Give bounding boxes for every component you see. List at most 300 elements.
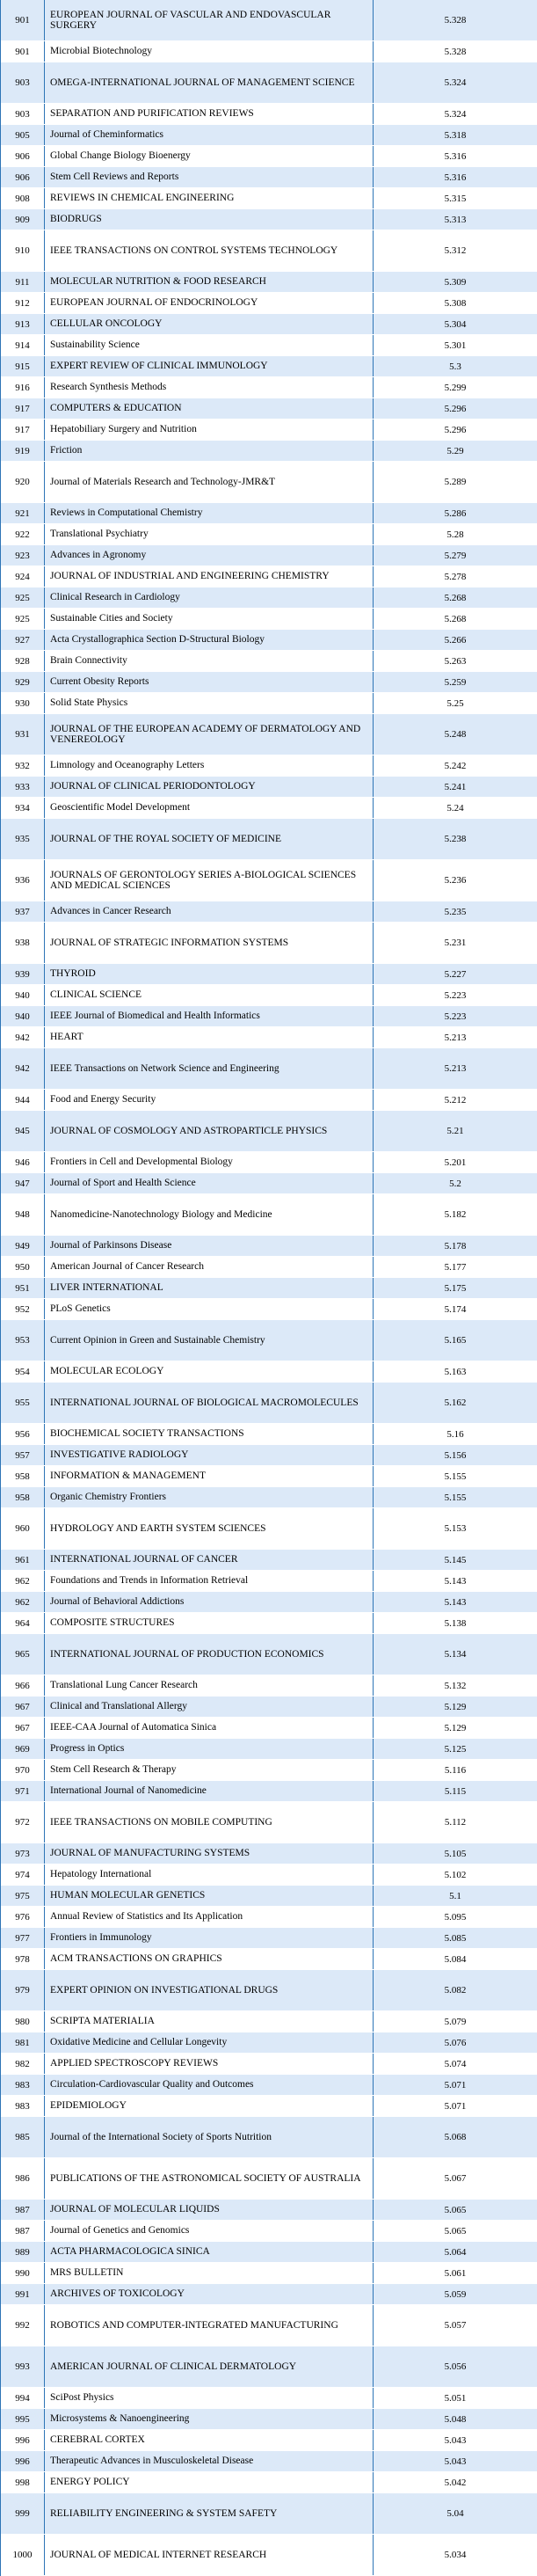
journal-name-cell — [45, 0, 374, 40]
journal-name-cell — [45, 1970, 374, 2010]
journal-name: Journal of Materials Research and Technology-JMR&T — [50, 476, 276, 487]
table-row — [1, 1299, 537, 1320]
journal-name: THYROID — [50, 968, 96, 980]
rank-cell: 936 — [1, 860, 45, 901]
journal-name-cell — [45, 441, 374, 461]
rank-cell: 976 — [1, 1907, 45, 1927]
table-row — [1, 377, 537, 398]
table-row — [1, 777, 537, 798]
table-row — [1, 964, 537, 985]
rank-cell: 930 — [1, 693, 45, 713]
table-row — [1, 356, 537, 377]
journal-name-cell — [45, 1152, 374, 1172]
journal-name: RELIABILITY ENGINEERING & SYSTEM SAFETY — [50, 2507, 278, 2519]
journal-name: IEEE TRANSACTIONS ON MOBILE COMPUTING — [50, 1816, 272, 1828]
table-row — [1, 2305, 537, 2346]
rank-cell: 982 — [1, 2054, 45, 2074]
impact-factor-cell: 5.328 — [444, 15, 467, 26]
table-row — [1, 2263, 537, 2284]
journal-name-cell — [45, 1508, 374, 1549]
impact-factor-cell: 5.213 — [444, 1063, 467, 1074]
journal-name-cell — [45, 2032, 374, 2053]
rank-cell: 1000 — [1, 2535, 45, 2575]
journal-name: Brain Connectivity — [50, 655, 127, 667]
impact-factor-cell: 5.132 — [444, 1680, 467, 1691]
journal-name: JOURNAL OF MEDICAL INTERNET RESEARCH — [50, 2549, 267, 2560]
impact-factor-cell: 5.316 — [444, 150, 467, 162]
table-row — [1, 2054, 537, 2075]
journal-name-cell — [45, 1675, 374, 1696]
journal-name: JOURNAL OF STRATEGIC INFORMATION SYSTEMS — [50, 937, 289, 948]
journal-name-cell — [45, 1236, 374, 1256]
rank-cell: 952 — [1, 1299, 45, 1319]
rank-cell: 923 — [1, 545, 45, 566]
rank-cell: 948 — [1, 1194, 45, 1235]
rank-cell: 981 — [1, 2032, 45, 2053]
rank-cell: 953 — [1, 1320, 45, 1361]
table-row — [1, 1445, 537, 1466]
impact-factor-cell: 5.162 — [444, 1397, 467, 1408]
journal-name: Friction — [50, 445, 83, 456]
impact-factor-cell: 5.155 — [444, 1492, 467, 1503]
journal-name: Journal of Behavioral Addictions — [50, 1596, 185, 1608]
journal-name: Limnology and Oceanography Letters — [50, 760, 205, 771]
table-row — [1, 1864, 537, 1886]
rank-cell: 934 — [1, 798, 45, 818]
rank-cell: 958 — [1, 1466, 45, 1486]
rank-cell: 905 — [1, 125, 45, 145]
journal-name-cell — [45, 1111, 374, 1151]
journal-name-cell — [45, 1299, 374, 1319]
table-row — [1, 1006, 537, 1027]
journal-name: Microbial Biotechnology — [50, 46, 152, 57]
journal-name: Advances in Cancer Research — [50, 906, 171, 917]
impact-factor-cell: 5.213 — [444, 1032, 467, 1043]
impact-factor-cell: 5.153 — [444, 1523, 467, 1534]
impact-factor-cell: 5.102 — [444, 1869, 467, 1880]
rank-cell: 921 — [1, 503, 45, 523]
rank-cell: 908 — [1, 188, 45, 208]
impact-factor-cell: 5.064 — [444, 2246, 467, 2258]
journal-name: Current Opinion in Green and Sustainable Chemistry — [50, 1334, 265, 1346]
journal-name-cell — [45, 1907, 374, 1927]
impact-factor-cell: 5.286 — [444, 507, 467, 519]
impact-factor-cell: 5.043 — [444, 2434, 467, 2446]
journal-name-cell — [45, 524, 374, 544]
journal-name: JOURNAL OF MOLECULAR LIQUIDS — [50, 2204, 220, 2215]
rank-cell: 987 — [1, 2200, 45, 2220]
table-row — [1, 0, 537, 41]
rank-cell: 935 — [1, 819, 45, 859]
journal-name: BIOCHEMICAL SOCIETY TRANSACTIONS — [50, 1428, 244, 1440]
impact-factor-cell: 5.223 — [444, 1011, 467, 1022]
journal-name: AMERICAN JOURNAL OF CLINICAL DERMATOLOGY — [50, 2361, 297, 2372]
impact-factor-cell: 5.071 — [444, 2100, 467, 2112]
rank-cell: 966 — [1, 1675, 45, 1696]
table-row — [1, 901, 537, 923]
impact-factor-cell: 5.324 — [444, 77, 467, 88]
table-row — [1, 503, 537, 524]
journal-name: Journal of Cheminformatics — [50, 129, 164, 141]
table-row — [1, 1173, 537, 1194]
rank-cell: 955 — [1, 1383, 45, 1423]
table-row — [1, 1508, 537, 1550]
journal-name: Oxidative Medicine and Cellular Longevity — [50, 2037, 228, 2048]
table-row — [1, 125, 537, 146]
journal-name: EPIDEMIOLOGY — [50, 2100, 127, 2112]
journal-name-cell — [45, 1928, 374, 1948]
impact-factor-cell: 5.266 — [444, 634, 467, 646]
impact-factor-cell: 5.236 — [444, 875, 467, 886]
rank-cell: 919 — [1, 441, 45, 461]
impact-factor-cell: 5.263 — [444, 655, 467, 667]
table-row — [1, 2158, 537, 2200]
journal-name-cell — [45, 2305, 374, 2346]
journal-name-cell — [45, 1424, 374, 1444]
journal-name-cell — [45, 777, 374, 797]
journal-name-cell — [45, 545, 374, 566]
table-row — [1, 2346, 537, 2388]
impact-factor-cell: 5.241 — [444, 781, 467, 792]
journal-name: Current Obesity Reports — [50, 676, 149, 688]
table-row — [1, 62, 537, 104]
rank-cell: 950 — [1, 1257, 45, 1277]
journal-name: BIODRUGS — [50, 214, 102, 225]
impact-factor-cell: 5.259 — [444, 676, 467, 688]
journal-name-cell — [45, 398, 374, 419]
impact-factor-cell: 5.165 — [444, 1335, 467, 1346]
journal-name: ROBOTICS AND COMPUTER-INTEGRATED MANUFACTURING — [50, 2319, 338, 2331]
table-row — [1, 167, 537, 188]
journal-name-cell — [45, 1487, 374, 1507]
journal-name: REVIEWS IN CHEMICAL ENGINEERING — [50, 193, 235, 204]
impact-factor-cell: 5.105 — [444, 1848, 467, 1859]
journal-name: INTERNATIONAL JOURNAL OF CANCER — [50, 1554, 238, 1565]
journal-name-cell — [45, 2535, 374, 2575]
table-row — [1, 188, 537, 209]
table-row — [1, 1760, 537, 1781]
journal-name: INVESTIGATIVE RADIOLOGY — [50, 1449, 189, 1461]
rank-cell: 947 — [1, 1173, 45, 1193]
impact-factor-cell: 5.227 — [444, 968, 467, 980]
rank-cell: 974 — [1, 1864, 45, 1885]
journal-name: APPLIED SPECTROSCOPY REVIEWS — [50, 2058, 219, 2069]
journal-name-cell — [45, 1278, 374, 1298]
journal-name-cell — [45, 2451, 374, 2471]
table-row — [1, 672, 537, 693]
impact-factor-cell: 5.145 — [444, 1554, 467, 1565]
impact-factor-cell: 5.279 — [444, 550, 467, 561]
table-row — [1, 1487, 537, 1508]
rank-cell: 906 — [1, 146, 45, 166]
rank-cell: 924 — [1, 566, 45, 587]
table-row — [1, 1928, 537, 1949]
impact-factor-cell: 5.163 — [444, 1366, 467, 1377]
journal-name: Therapeutic Advances in Musculoskeletal Disease — [50, 2456, 254, 2467]
journal-name: Global Change Biology Bioenergy — [50, 150, 191, 162]
table-row — [1, 1048, 537, 1090]
journal-name-cell — [45, 314, 374, 334]
table-row — [1, 1257, 537, 1278]
table-row — [1, 1634, 537, 1675]
journal-name-cell — [45, 1320, 374, 1361]
table-row — [1, 2284, 537, 2305]
journal-name-cell — [45, 1781, 374, 1801]
impact-factor-cell: 5.29 — [446, 445, 464, 456]
table-row — [1, 1027, 537, 1048]
table-row — [1, 2200, 537, 2221]
journal-name: INFORMATION & MANAGEMENT — [50, 1470, 206, 1482]
table-row — [1, 545, 537, 566]
rank-cell: 939 — [1, 964, 45, 984]
rank-cell: 969 — [1, 1739, 45, 1759]
journal-name: ACM TRANSACTIONS ON GRAPHICS — [50, 1953, 222, 1965]
journal-name: JOURNAL OF CLINICAL PERIODONTOLOGY — [50, 781, 256, 792]
table-row — [1, 420, 537, 441]
table-row — [1, 1886, 537, 1907]
journal-name: Sustainability Science — [50, 339, 140, 351]
table-row — [1, 819, 537, 860]
table-row — [1, 1781, 537, 1802]
rank-cell: 915 — [1, 356, 45, 376]
rank-cell: 901 — [1, 41, 45, 62]
table-row — [1, 293, 537, 314]
impact-factor-cell: 5.242 — [444, 760, 467, 771]
journal-name: COMPOSITE STRUCTURES — [50, 1617, 175, 1629]
impact-factor-cell: 5.138 — [444, 1617, 467, 1629]
journal-name-cell — [45, 2096, 374, 2116]
journal-name-cell — [45, 1466, 374, 1486]
journal-name-cell — [45, 377, 374, 398]
table-row — [1, 2472, 537, 2493]
table-row — [1, 104, 537, 125]
rank-cell: 972 — [1, 1802, 45, 1843]
journal-name: Advances in Agronomy — [50, 550, 147, 561]
journal-name-cell — [45, 1739, 374, 1759]
rank-cell: 990 — [1, 2263, 45, 2283]
impact-factor-cell: 5.1 — [449, 1890, 461, 1901]
journal-name: JOURNAL OF INDUSTRIAL AND ENGINEERING CHEMISTRY — [50, 571, 330, 582]
journal-name-cell — [45, 587, 374, 608]
rank-cell: 906 — [1, 167, 45, 187]
rank-cell: 903 — [1, 104, 45, 124]
journal-name-cell — [45, 1361, 374, 1382]
impact-factor-cell: 5.231 — [444, 938, 467, 948]
journal-name: American Journal of Cancer Research — [50, 1261, 204, 1273]
rank-cell: 931 — [1, 714, 45, 755]
rank-cell: 996 — [1, 2430, 45, 2450]
rank-cell: 994 — [1, 2388, 45, 2408]
rank-cell: 962 — [1, 1592, 45, 1612]
journal-name: PLoS Genetics — [50, 1303, 111, 1315]
impact-factor-cell: 5.134 — [444, 1649, 467, 1660]
table-row — [1, 1152, 537, 1173]
rank-cell: 940 — [1, 1006, 45, 1026]
impact-factor-cell: 5.056 — [444, 2361, 467, 2372]
journal-name: Hepatology International — [50, 1869, 152, 1880]
journal-name: Annual Review of Statistics and Its Application — [50, 1911, 243, 1923]
impact-factor-cell: 5.095 — [444, 1911, 467, 1923]
table-row — [1, 1466, 537, 1487]
journal-name-cell — [45, 2242, 374, 2262]
impact-factor-cell: 5.112 — [444, 1817, 467, 1828]
rank-cell: 957 — [1, 1445, 45, 1465]
table-row — [1, 398, 537, 420]
journal-name: ACTA PHARMACOLOGICA SINICA — [50, 2246, 210, 2258]
rank-cell: 987 — [1, 2221, 45, 2241]
table-row — [1, 587, 537, 609]
journal-name-cell — [45, 272, 374, 292]
table-row — [1, 441, 537, 462]
table-row — [1, 2075, 537, 2096]
table-row — [1, 2493, 537, 2535]
rank-cell: 916 — [1, 377, 45, 398]
journal-name-cell — [45, 1194, 374, 1235]
rank-cell: 942 — [1, 1027, 45, 1047]
table-row — [1, 1718, 537, 1739]
table-row — [1, 2409, 537, 2430]
table-row — [1, 1194, 537, 1236]
journal-name: Organic Chemistry Frontiers — [50, 1492, 167, 1503]
table-row — [1, 462, 537, 503]
journal-name: CELLULAR ONCOLOGY — [50, 318, 163, 330]
journal-name: IEEE-CAA Journal of Automatica Sinica — [50, 1722, 217, 1733]
impact-factor-cell: 5.155 — [444, 1470, 467, 1482]
impact-factor-cell: 5.308 — [444, 297, 467, 309]
rank-cell: 977 — [1, 1928, 45, 1948]
impact-factor-cell: 5.316 — [444, 171, 467, 183]
journal-name-cell — [45, 125, 374, 145]
journal-name-cell — [45, 1550, 374, 1570]
impact-factor-cell: 5.143 — [444, 1596, 467, 1608]
journal-name-cell — [45, 1718, 374, 1738]
journal-name: PUBLICATIONS OF THE ASTRONOMICAL SOCIETY OF AUSTRALIA — [50, 2172, 361, 2184]
rank-cell: 975 — [1, 1886, 45, 1906]
impact-factor-cell: 5.129 — [444, 1722, 467, 1733]
rank-cell: 960 — [1, 1508, 45, 1549]
journal-name-cell — [45, 651, 374, 671]
journal-name: MRS BULLETIN — [50, 2267, 124, 2279]
rank-cell: 993 — [1, 2346, 45, 2387]
journal-name: IEEE TRANSACTIONS ON CONTROL SYSTEMS TECHNOLOGY — [50, 244, 338, 256]
impact-factor-cell: 5.079 — [444, 2016, 467, 2027]
table-row — [1, 146, 537, 167]
journal-name: Acta Crystallographica Section D-Structural Biology — [50, 634, 265, 646]
table-row — [1, 2096, 537, 2117]
journal-name: JOURNAL OF MANUFACTURING SYSTEMS — [50, 1848, 250, 1859]
impact-factor-cell: 5.238 — [444, 834, 467, 844]
journal-name-cell — [45, 1571, 374, 1591]
journal-name-cell — [45, 62, 374, 103]
journal-name: Sustainable Cities and Society — [50, 613, 173, 624]
table-row — [1, 2388, 537, 2409]
journal-name: Food and Energy Security — [50, 1094, 156, 1106]
rank-cell: 949 — [1, 1236, 45, 1256]
table-row — [1, 2221, 537, 2242]
table-row — [1, 609, 537, 630]
table-row — [1, 1697, 537, 1718]
rank-cell: 991 — [1, 2284, 45, 2304]
rank-cell: 938 — [1, 923, 45, 963]
journal-name-cell — [45, 230, 374, 271]
rank-cell: 928 — [1, 651, 45, 671]
rank-cell: 944 — [1, 1090, 45, 1110]
journal-name-cell — [45, 672, 374, 692]
impact-factor-cell: 5.04 — [446, 2508, 464, 2519]
table-row — [1, 1675, 537, 1697]
impact-factor-cell: 5.3 — [449, 361, 461, 372]
journal-name: INTERNATIONAL JOURNAL OF BIOLOGICAL MACROMOLECULES — [50, 1397, 359, 1408]
journal-name: LIVER INTERNATIONAL — [50, 1282, 163, 1294]
impact-factor-cell: 5.065 — [444, 2204, 467, 2215]
journal-name-cell — [45, 503, 374, 523]
journal-name-cell — [45, 901, 374, 922]
journal-name-cell — [45, 1173, 374, 1193]
rank-cell: 995 — [1, 2409, 45, 2429]
table-row — [1, 1571, 537, 1592]
journal-name-cell — [45, 755, 374, 776]
table-row — [1, 755, 537, 777]
journal-name-cell — [45, 356, 374, 376]
journal-name-cell — [45, 1592, 374, 1612]
rank-cell: 922 — [1, 524, 45, 544]
rank-cell: 932 — [1, 755, 45, 776]
journal-name-cell — [45, 1048, 374, 1089]
table-row — [1, 798, 537, 819]
impact-factor-cell: 5.278 — [444, 571, 467, 582]
impact-factor-cell: 5.057 — [444, 2320, 467, 2331]
impact-factor-cell: 5.201 — [444, 1157, 467, 1168]
journal-name: Journal of Parkinsons Disease — [50, 1240, 172, 1252]
table-row — [1, 566, 537, 587]
journal-name: OMEGA-INTERNATIONAL JOURNAL OF MANAGEMENT SCIENCE — [50, 77, 355, 88]
journal-name: Research Synthesis Methods — [50, 382, 167, 393]
journal-name-cell — [45, 1090, 374, 1110]
rank-cell: 910 — [1, 230, 45, 271]
journal-name-cell — [45, 985, 374, 1005]
journal-name: EUROPEAN JOURNAL OF VASCULAR AND ENDOVASCULAR SURGERY — [50, 9, 331, 31]
rank-cell: 983 — [1, 2075, 45, 2095]
journal-name: JOURNAL OF COSMOLOGY AND ASTROPARTICLE PHYSICS — [50, 1125, 328, 1136]
journal-name-cell — [45, 2263, 374, 2283]
rank-cell: 989 — [1, 2242, 45, 2262]
table-row — [1, 860, 537, 901]
impact-factor-cell: 5.116 — [444, 1764, 467, 1776]
impact-factor-cell: 5.082 — [444, 1985, 467, 1996]
journal-name: Journal of Genetics and Genomics — [50, 2225, 190, 2237]
journal-name-cell — [45, 293, 374, 313]
journal-name: IEEE Transactions on Network Science and Engineering — [50, 1062, 279, 1074]
impact-factor-cell: 5.299 — [444, 382, 467, 393]
journal-name-cell — [45, 819, 374, 859]
journal-name-cell — [45, 2158, 374, 2199]
rank-cell: 913 — [1, 314, 45, 334]
journal-name: ENERGY POLICY — [50, 2477, 130, 2488]
impact-factor-cell: 5.042 — [444, 2477, 467, 2488]
impact-factor-cell: 5.2 — [449, 1178, 461, 1189]
impact-factor-cell: 5.174 — [444, 1303, 467, 1315]
table-row — [1, 1970, 537, 2011]
journal-name: Hepatobiliary Surgery and Nutrition — [50, 424, 197, 435]
table-row — [1, 693, 537, 714]
table-row — [1, 923, 537, 964]
journal-name-cell — [45, 335, 374, 355]
journal-name: Microsystems & Nanoengineering — [50, 2413, 190, 2425]
journal-name-cell — [45, 2430, 374, 2450]
table-row — [1, 1320, 537, 1361]
rank-cell: 914 — [1, 335, 45, 355]
impact-factor-cell: 5.304 — [444, 318, 467, 330]
